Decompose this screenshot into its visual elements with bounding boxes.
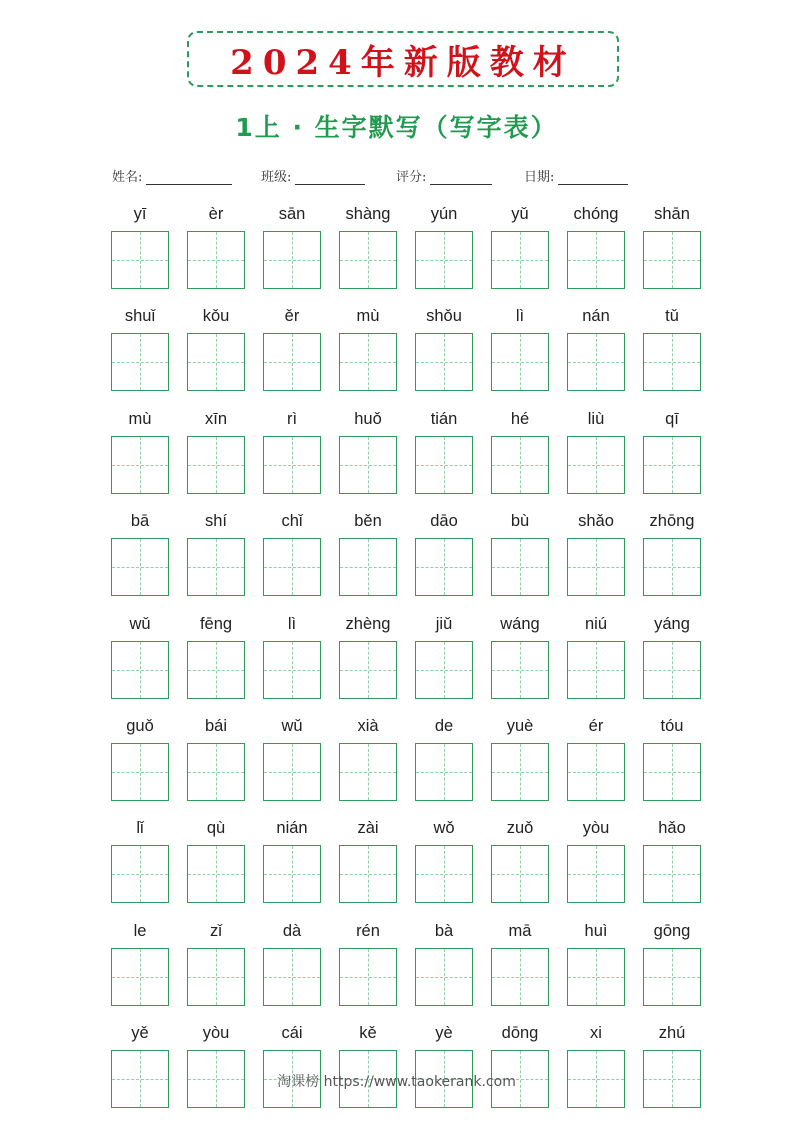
tianzige-box[interactable] xyxy=(111,333,169,391)
tianzige-box[interactable] xyxy=(111,231,169,289)
tianzige-box[interactable] xyxy=(415,948,473,1006)
pinyin-label: niú xyxy=(584,615,608,633)
pinyin-label: chóng xyxy=(573,205,619,223)
tianzige-box[interactable] xyxy=(263,436,321,494)
tianzige-box[interactable] xyxy=(415,743,473,801)
tianzige-box[interactable] xyxy=(111,641,169,699)
pinyin-label: yuè xyxy=(506,717,534,735)
pinyin-label: zài xyxy=(357,819,379,837)
tianzige-box[interactable] xyxy=(643,743,701,801)
pinyin-label: tóu xyxy=(660,717,684,735)
tianzige-box[interactable] xyxy=(339,538,397,596)
pinyin-label: mù xyxy=(128,410,152,428)
pinyin-label: rì xyxy=(286,410,298,428)
pinyin-label: wǔ xyxy=(129,615,151,633)
pinyin-label: lì xyxy=(287,615,297,633)
pinyin-label: nián xyxy=(276,819,308,837)
pinyin-label: hǎo xyxy=(658,819,686,837)
tianzige-box[interactable] xyxy=(567,436,625,494)
footer-watermark: 淘课榜 https://www.taokerank.com xyxy=(277,1074,516,1090)
pinyin-label: kě xyxy=(359,1024,377,1042)
pinyin-label: tián xyxy=(430,410,458,428)
pinyin-label: jiǔ xyxy=(435,615,453,633)
tianzige-box[interactable] xyxy=(187,538,245,596)
tianzige-box[interactable] xyxy=(415,641,473,699)
pinyin-label: bù xyxy=(510,512,530,530)
pinyin-label: bà xyxy=(434,922,454,940)
date-field xyxy=(524,166,628,185)
pinyin-label: nán xyxy=(582,307,610,325)
pinyin-label: ér xyxy=(588,717,604,735)
pinyin-label: rén xyxy=(356,922,380,940)
pinyin-label: wǒ xyxy=(433,819,455,837)
tianzige-box[interactable] xyxy=(263,538,321,596)
pinyin-label: shí xyxy=(204,512,227,530)
pinyin-label: yòu xyxy=(582,819,610,837)
pinyin-label: bái xyxy=(204,717,228,735)
pinyin-label: shān xyxy=(654,205,690,223)
tianzige-box[interactable] xyxy=(415,231,473,289)
pinyin-label: yún xyxy=(430,205,458,223)
pinyin-label: liù xyxy=(587,410,605,428)
pinyin-label: yòu xyxy=(202,1024,230,1042)
tianzige-box[interactable] xyxy=(415,333,473,391)
tianzige-box[interactable] xyxy=(567,231,625,289)
tianzige-box[interactable] xyxy=(643,436,701,494)
tianzige-box[interactable] xyxy=(643,845,701,903)
score-label: 评分: xyxy=(396,170,427,185)
pinyin-label: dāo xyxy=(430,512,458,530)
date-label: 日期: xyxy=(524,170,555,185)
pinyin-label: zhōng xyxy=(649,512,695,530)
pinyin-label: chǐ xyxy=(281,512,303,530)
tianzige-box[interactable] xyxy=(263,231,321,289)
tianzige-box[interactable] xyxy=(111,743,169,801)
pinyin-label: yě xyxy=(131,1024,149,1042)
tianzige-box[interactable] xyxy=(111,948,169,1006)
tianzige-box[interactable] xyxy=(263,333,321,391)
pinyin-label: zhèng xyxy=(345,615,391,633)
tianzige-box[interactable] xyxy=(567,333,625,391)
tianzige-box[interactable] xyxy=(567,641,625,699)
pinyin-label: hé xyxy=(510,410,530,428)
pinyin-label: wǔ xyxy=(281,717,303,735)
score-blank[interactable] xyxy=(430,170,492,185)
pinyin-label: yè xyxy=(435,1024,453,1042)
pinyin-label: lì xyxy=(515,307,525,325)
pinyin-label: de xyxy=(434,717,454,735)
tianzige-box[interactable] xyxy=(339,231,397,289)
name-label: 姓名: xyxy=(112,170,143,185)
pinyin-label: shàng xyxy=(345,205,391,223)
pinyin-label: cái xyxy=(281,1024,303,1042)
tianzige-box[interactable] xyxy=(491,948,549,1006)
pinyin-label: wáng xyxy=(500,615,540,633)
tianzige-box[interactable] xyxy=(643,231,701,289)
name-blank[interactable] xyxy=(146,170,232,185)
pinyin-label: yǔ xyxy=(511,205,529,223)
tianzige-box[interactable] xyxy=(263,845,321,903)
pinyin-label: zǐ xyxy=(210,922,222,940)
tianzige-box[interactable] xyxy=(643,538,701,596)
pinyin-label: zuǒ xyxy=(506,819,534,837)
pinyin-label: èr xyxy=(208,205,224,223)
tianzige-box[interactable] xyxy=(491,845,549,903)
tianzige-box[interactable] xyxy=(643,641,701,699)
pinyin-label: kǒu xyxy=(202,307,230,325)
tianzige-box[interactable] xyxy=(263,743,321,801)
pinyin-label: shuǐ xyxy=(124,307,156,325)
pinyin-label: le xyxy=(133,922,147,940)
pinyin-label: bā xyxy=(130,512,150,530)
pinyin-label: sān xyxy=(278,205,306,223)
page-subtitle: 1上 · 生字默写（写字表） xyxy=(235,113,558,142)
class-label: 班级: xyxy=(261,170,292,185)
tianzige-box[interactable] xyxy=(187,436,245,494)
tianzige-box[interactable] xyxy=(263,641,321,699)
tianzige-box[interactable] xyxy=(339,641,397,699)
pinyin-label: mā xyxy=(508,922,532,940)
tianzige-box[interactable] xyxy=(415,845,473,903)
tianzige-box[interactable] xyxy=(567,845,625,903)
pinyin-label: yáng xyxy=(654,615,690,633)
tianzige-box[interactable] xyxy=(187,743,245,801)
pinyin-label: xià xyxy=(357,717,379,735)
banner-title: 2024年新版教材 xyxy=(230,42,576,83)
tianzige-box[interactable] xyxy=(339,845,397,903)
tianzige-box[interactable] xyxy=(415,538,473,596)
tianzige-box[interactable] xyxy=(263,948,321,1006)
tianzige-box[interactable] xyxy=(187,948,245,1006)
pinyin-label: zhú xyxy=(658,1024,686,1042)
pinyin-label: huì xyxy=(584,922,608,940)
pinyin-label: xi xyxy=(590,1024,602,1042)
pinyin-label: dà xyxy=(282,922,302,940)
pinyin-label: fēng xyxy=(199,615,233,633)
tianzige-box[interactable] xyxy=(643,333,701,391)
tianzige-box[interactable] xyxy=(187,641,245,699)
tianzige-box[interactable] xyxy=(567,743,625,801)
pinyin-label: huǒ xyxy=(354,410,382,428)
date-blank[interactable] xyxy=(558,170,628,185)
tianzige-box[interactable] xyxy=(567,538,625,596)
tianzige-box[interactable] xyxy=(111,845,169,903)
tianzige-box[interactable] xyxy=(491,743,549,801)
score-field xyxy=(396,166,492,185)
tianzige-box[interactable] xyxy=(187,333,245,391)
tianzige-box[interactable] xyxy=(339,948,397,1006)
pinyin-label: mù xyxy=(356,307,380,325)
pinyin-label: qù xyxy=(206,819,226,837)
tianzige-box[interactable] xyxy=(643,948,701,1006)
tianzige-box[interactable] xyxy=(339,743,397,801)
tianzige-box[interactable] xyxy=(187,845,245,903)
pinyin-label: gōng xyxy=(653,922,691,940)
tianzige-box[interactable] xyxy=(339,333,397,391)
pinyin-label: shǎo xyxy=(578,512,614,530)
title-banner xyxy=(187,31,619,87)
tianzige-box[interactable] xyxy=(491,231,549,289)
pinyin-label: xīn xyxy=(204,410,227,428)
pinyin-label: běn xyxy=(354,512,382,530)
class-field xyxy=(261,166,365,185)
pinyin-label: guǒ xyxy=(126,717,154,735)
pinyin-label: shǒu xyxy=(426,307,462,325)
pinyin-label: yī xyxy=(133,205,147,223)
name-field xyxy=(112,166,232,185)
tianzige-box[interactable] xyxy=(415,436,473,494)
pinyin-label: qī xyxy=(665,410,679,428)
tianzige-box[interactable] xyxy=(567,948,625,1006)
tianzige-box[interactable] xyxy=(111,538,169,596)
tianzige-box[interactable] xyxy=(491,436,549,494)
pinyin-label: lǐ xyxy=(136,819,144,837)
pinyin-label: tǔ xyxy=(665,307,679,325)
tianzige-box[interactable] xyxy=(491,333,549,391)
tianzige-box[interactable] xyxy=(491,641,549,699)
pinyin-label: dōng xyxy=(501,1024,539,1042)
tianzige-box[interactable] xyxy=(339,436,397,494)
tianzige-box[interactable] xyxy=(491,538,549,596)
tianzige-box[interactable] xyxy=(187,231,245,289)
tianzige-box[interactable] xyxy=(111,436,169,494)
pinyin-label: ěr xyxy=(284,307,300,325)
class-blank[interactable] xyxy=(295,170,365,185)
